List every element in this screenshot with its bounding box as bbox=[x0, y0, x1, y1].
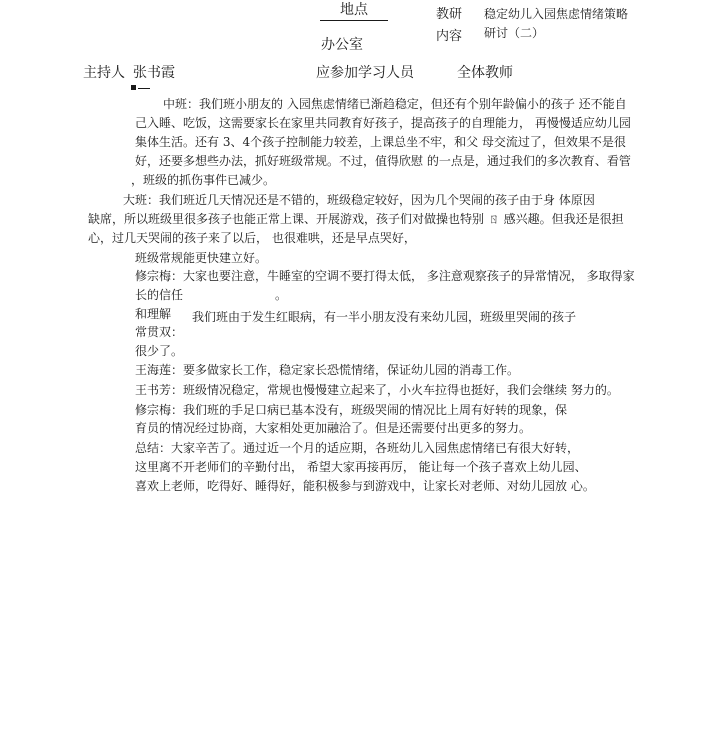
topic-label-line1: 教研 bbox=[436, 7, 463, 22]
bullet-mark-icon bbox=[131, 85, 136, 90]
topic-value-line2: 研讨（二） bbox=[484, 26, 545, 40]
p4-line2: 常贯双： bbox=[135, 325, 184, 339]
p2-line4: 班级常规能更快建立好。 bbox=[135, 251, 268, 265]
p1-line1: 中班：我们班小朋友的 入园焦虑情绪已渐趋稳定，但还有个别年龄偏小的孩子 还不能自 bbox=[163, 97, 627, 111]
p7-line2: 育员的情况经过协商，大家相处更加融洽了。但是还需要付出更多的努力。 bbox=[135, 421, 532, 435]
host-label: 主持人 bbox=[83, 65, 125, 81]
p2-line1: 大班：我们班近几天情况还是不错的，班级稳定较好，因为几个哭闹的孩子由于身 体原因 bbox=[123, 193, 595, 207]
p3-line2: 长的信任 bbox=[135, 288, 184, 302]
p4-line1: 和理解 bbox=[135, 307, 172, 321]
p4-line3: 很少了。 bbox=[135, 344, 184, 358]
p8-line2: 这里离不开老师们的辛勤付出， 希望大家再接再厉， 能让每一个孩子喜欢上幼儿园、 bbox=[135, 460, 587, 474]
p1-line2: 己入睡、吃饭，这需要家长在家里共同教育好孩子，提高孩子的自理能力， 再慢慢适应幼儿园 bbox=[135, 116, 631, 130]
location-label: 地点 bbox=[320, 3, 388, 21]
p2-line3: 心，过几天哭闹的孩子来了以后， 也很难哄，还是早点哭好， bbox=[88, 231, 416, 245]
p1-line3: 集体生活。还有 3、4个孩子控制能力较差，上课总坐不牢，和父 母交流过了，但效果不是很 bbox=[135, 135, 626, 149]
participants-label: 应参加学习人员 bbox=[316, 65, 414, 81]
p6-line1: 王书芳：班级情况稳定，常规也慢慢建立起来了，小火车拉得也挺好，我们会继续 努力的。 bbox=[135, 383, 619, 397]
bullet-mark-line bbox=[138, 88, 150, 89]
p8-line3: 喜欢上老师，吃得好、睡得好，能积极参与到游戏中，让家长对老师、对幼儿园放 心。 bbox=[135, 479, 595, 493]
topic-value-line1: 稳定幼儿入园焦虑情绪策略 bbox=[484, 7, 629, 21]
p7-line1: 修宗梅：我们班的手足口病已基本没有，班级哭闹的情况比上周有好转的现象，保 bbox=[135, 403, 568, 417]
p3-dot: 。 bbox=[275, 288, 288, 302]
p4-right: 我们班由于发生红眼病，有一半小朋友没有来幼儿园，班级里哭闹的孩子 bbox=[192, 310, 577, 324]
p1-line5: ，班级的抓伤事件已减少。 bbox=[131, 173, 276, 187]
p8-line1: 总结：大家辛苦了。通过近一个月的适应期，各班幼儿入园焦虑情绪已有很大好转， bbox=[135, 441, 580, 455]
location-value: 办公室 bbox=[321, 37, 363, 53]
host-value: 张书霞 bbox=[133, 65, 175, 81]
p3-line1: 修宗梅：大家也要注意，牛睡室的空调不要打得太低， 多注意观察孩子的异常情况， 多取得家 bbox=[135, 269, 635, 283]
topic-label-line2: 内容 bbox=[436, 29, 463, 44]
p2-line2: 缺席，所以班级里很多孩子也能正常上课、开展游戏，孩子们对做操也特别 ㄖ 感兴趣。但我还是很担 bbox=[88, 212, 624, 226]
participants-value: 全体教师 bbox=[457, 65, 513, 81]
p5-line1: 王海莲：要多做家长工作，稳定家长恐慌情绪，保证幼儿园的消毒工作。 bbox=[135, 363, 520, 377]
p1-line4: 好，还要多想些办法，抓好班级常规。不过，值得欣慰 的一点是，通过我们的多次教育、看管 bbox=[135, 154, 631, 168]
